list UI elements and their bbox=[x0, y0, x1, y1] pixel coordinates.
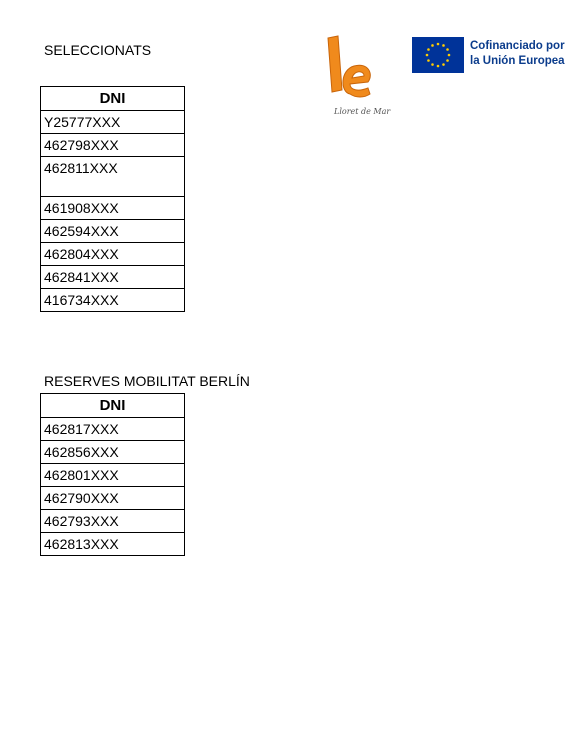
eu-star bbox=[437, 43, 440, 46]
table-row bbox=[41, 464, 185, 487]
logo-signature-text: Lloret de Mar bbox=[334, 107, 391, 116]
dni-cell: 462841XXX bbox=[41, 266, 185, 289]
eu-cofinancing-text bbox=[470, 39, 565, 69]
eu-star bbox=[446, 59, 449, 62]
table-row bbox=[41, 243, 185, 266]
table-row bbox=[41, 266, 185, 289]
column-header-dni: DNI bbox=[41, 87, 185, 111]
eu-star bbox=[431, 44, 434, 47]
eu-star bbox=[427, 48, 430, 51]
eu-star bbox=[426, 54, 429, 57]
dni-cell: 462856XXX bbox=[41, 441, 185, 464]
eu-star bbox=[431, 63, 434, 66]
dni-cell: 461908XXX bbox=[41, 197, 185, 220]
eu-star bbox=[437, 65, 440, 68]
table-row bbox=[41, 289, 185, 312]
dni-cell: 462801XXX bbox=[41, 464, 185, 487]
eu-text-line1: Cofinanciado por bbox=[470, 40, 565, 52]
section-title-reserves: RESERVES MOBILITAT BERLÍN bbox=[44, 373, 250, 389]
table-row bbox=[41, 197, 185, 220]
section-title-selected: SELECCIONATS bbox=[44, 42, 152, 58]
dni-cell: Y25777XXX bbox=[41, 111, 185, 134]
table-row bbox=[41, 510, 185, 533]
eu-star bbox=[442, 63, 445, 66]
reserves-dni-table bbox=[40, 393, 185, 556]
dni-cell: 462793XXX bbox=[41, 510, 185, 533]
selected-dni-table bbox=[40, 86, 185, 312]
eu-star bbox=[446, 48, 449, 51]
table-row bbox=[41, 441, 185, 464]
dni-cell: 462594XXX bbox=[41, 220, 185, 243]
eu-flag-icon bbox=[412, 37, 464, 73]
table-row bbox=[41, 220, 185, 243]
dni-cell: 462790XXX bbox=[41, 487, 185, 510]
table-row bbox=[41, 418, 185, 441]
table-row bbox=[41, 533, 185, 556]
dni-cell: 416734XXX bbox=[41, 289, 185, 312]
table-row bbox=[41, 111, 185, 134]
eu-star bbox=[448, 54, 451, 57]
dni-cell: 462804XXX bbox=[41, 243, 185, 266]
table-row bbox=[41, 487, 185, 510]
dni-cell: 462817XXX bbox=[41, 418, 185, 441]
eu-text-line2: la Unión Europea bbox=[470, 55, 565, 67]
eu-cofinancing-badge bbox=[412, 37, 572, 73]
eu-star bbox=[427, 59, 430, 62]
school-logo-icon bbox=[322, 34, 392, 116]
table-row bbox=[41, 157, 185, 197]
table-row bbox=[41, 134, 185, 157]
dni-cell: 462798XXX bbox=[41, 134, 185, 157]
dni-cell: 462811XXX bbox=[41, 157, 185, 197]
dni-cell: 462813XXX bbox=[41, 533, 185, 556]
column-header-dni: DNI bbox=[41, 394, 185, 418]
eu-star bbox=[442, 44, 445, 47]
